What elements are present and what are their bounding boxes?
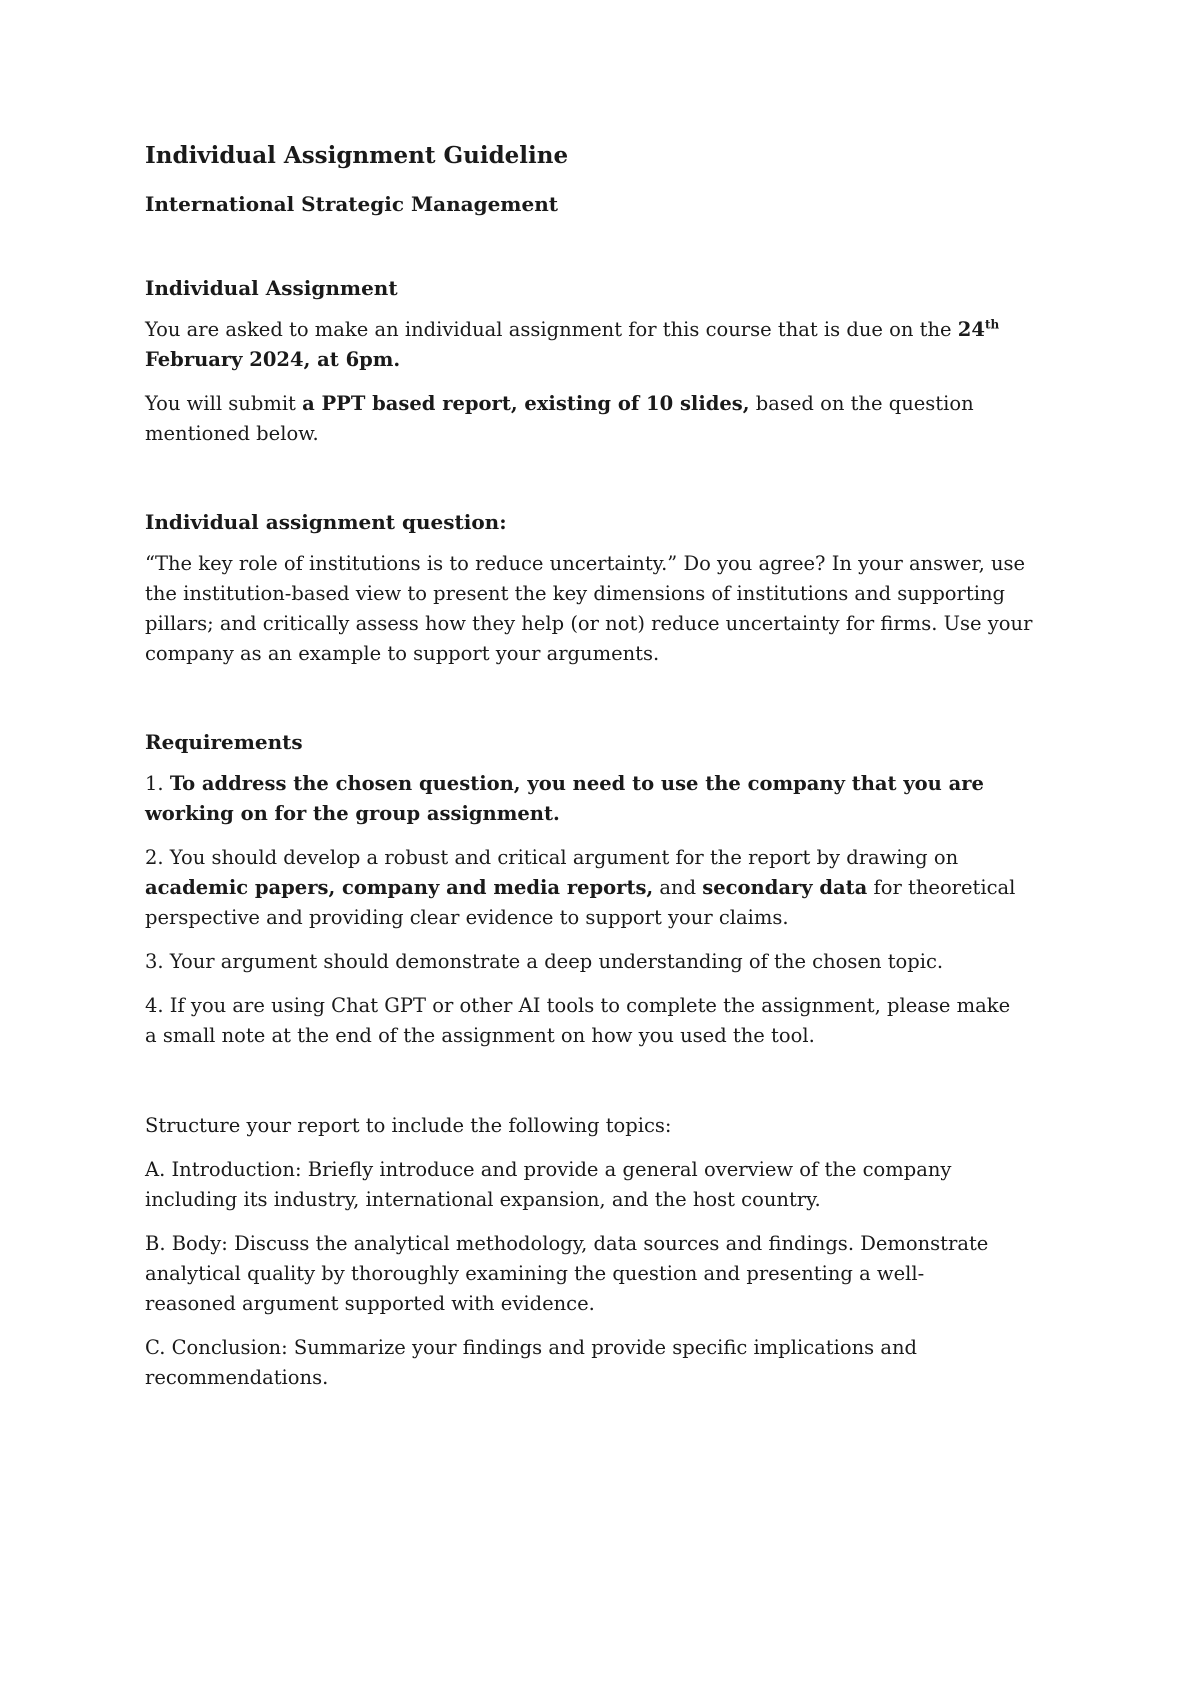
due-date-rest: February 2024, at 6pm. bbox=[145, 347, 401, 371]
requirement-2-bold-data: secondary data bbox=[702, 875, 868, 899]
requirement-2-suffix: for theoretical perspective and providing clear evidence to support your claims. bbox=[145, 875, 1016, 929]
requirement-1-number: 1. bbox=[145, 771, 170, 795]
due-date-ordinal: th bbox=[984, 317, 1000, 332]
structure-conclusion: C. Conclusion: Summarize your findings and provide specific implications and recommendations. bbox=[145, 1335, 918, 1389]
submission-prefix: You will submit bbox=[145, 391, 303, 415]
question-heading: Individual assignment question: bbox=[145, 509, 507, 534]
requirement-1 bbox=[145, 769, 1035, 829]
due-date-day: 24th February 2024, at 6pm. bbox=[145, 317, 1000, 371]
submission-suffix: based on the question mentioned below. bbox=[145, 391, 974, 445]
requirement-4: 4. If you are using Chat GPT or other AI tools to complete the assignment, please make a small note at the end of the assignment on how you used the tool. bbox=[145, 993, 1011, 1047]
submission-format: a PPT based report, existing of 10 slides, bbox=[302, 391, 750, 415]
question-text: “The key role of institutions is to reduce uncertainty.” Do you agree? In your answer, use the institution-based view to present the key dimensions of institutions and supporting pillars; and critically assess how they help (or not) reduce uncertainty for firms. Use your company as an example to support your arguments. bbox=[145, 551, 1033, 665]
document-title: Individual Assignment Guideline bbox=[145, 142, 569, 169]
due-date-prefix: You are asked to make an individual assignment for this course that is due on the bbox=[145, 317, 958, 341]
structure-intro: Structure your report to include the following topics: bbox=[145, 1113, 672, 1137]
structure-body: B. Body: Discuss the analytical methodology, data sources and findings. Demonstrate analytical quality by thoroughly examining the question and presenting a well-reasoned argument supported with evidence. bbox=[145, 1231, 989, 1315]
requirement-2-prefix: 2. You should develop a robust and critical argument for the report by drawing on bbox=[145, 845, 959, 869]
requirement-2 bbox=[145, 843, 1045, 933]
document-subtitle: International Strategic Management bbox=[145, 191, 558, 216]
due-date-paragraph bbox=[145, 315, 1050, 375]
requirements-heading: Requirements bbox=[145, 729, 303, 754]
assignment-heading: Individual Assignment bbox=[145, 275, 398, 300]
structure-introduction: A. Introduction: Briefly introduce and provide a general overview of the company including its industry, international expansion, and the host country. bbox=[145, 1157, 952, 1211]
requirement-3: 3. Your argument should demonstrate a deep understanding of the chosen topic. bbox=[145, 949, 944, 973]
requirement-1-text: To address the chosen question, you need to use the company that you are working on for the group assignment. bbox=[145, 771, 984, 825]
submission-paragraph bbox=[145, 389, 1045, 449]
requirement-2-mid: and bbox=[653, 875, 703, 899]
requirement-2-bold-sources: academic papers, company and media reports, bbox=[145, 875, 654, 899]
